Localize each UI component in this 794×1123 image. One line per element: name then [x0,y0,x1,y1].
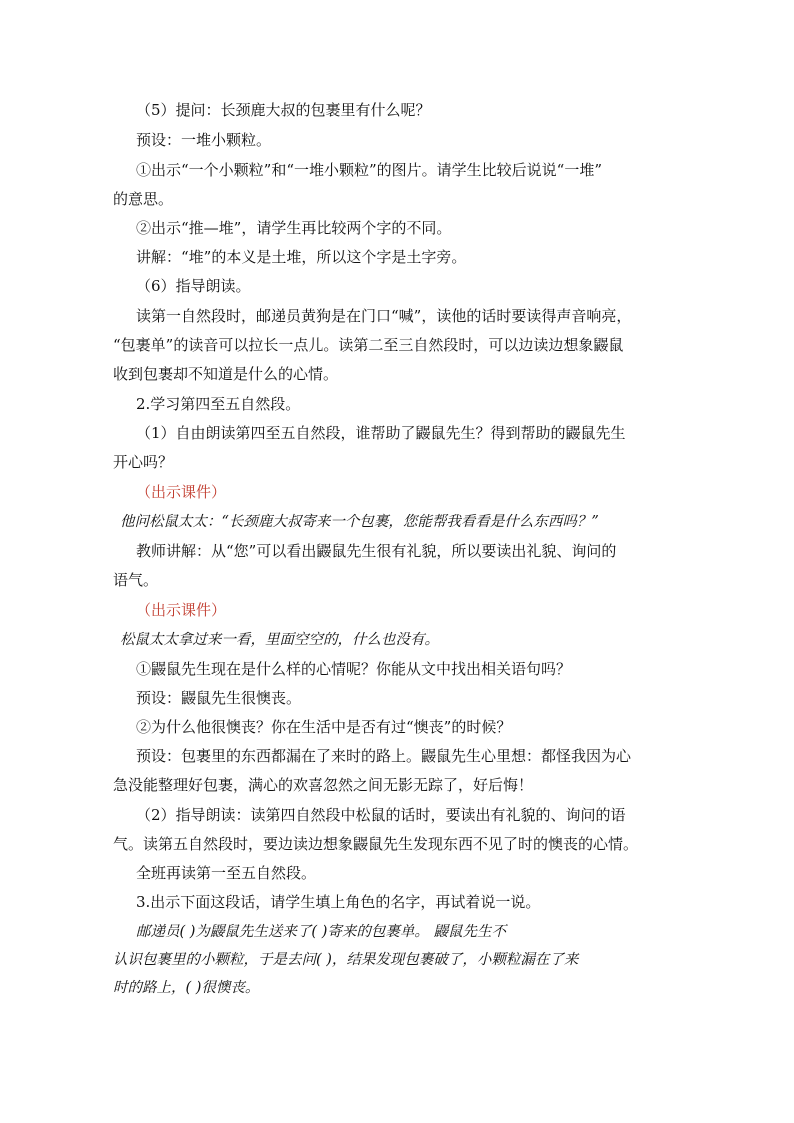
reading-guide-2-cont: 气。读第五自然段时，要边读边想象鼹鼠先生发现东西不见了时的懊丧的心情。 [113,835,639,853]
reading-guide-cont-1: “包裹单”的读音可以拉长一点儿。读第二至三自然段时，可以边读边想象鼹鼠 [113,336,624,354]
section-2-heading: 2.学习第四至五自然段。 [136,395,301,413]
class-reading: 全班再读第一至五自然段。 [136,864,317,882]
mood-question: ①鼹鼠先生现在是什么样的心情呢？你能从文中找出相关语句吗？ [136,660,572,678]
reading-guide-cont-2: 收到包裹却不知道是什么的心情。 [113,365,339,383]
courseware-quote-2: 松鼠太太拿过来一看，里面空空的，什么也没有。 [120,632,439,648]
reading-guide-2: （2）指导朗读：读第四自然段中松鼠的话时，要读出有礼貌的、询问的语 [136,806,626,824]
step-2: ②出示“推—堆”，请学生再比较两个字的不同。 [136,219,452,237]
mood-preset: 预设：鼹鼠先生很懊丧。 [136,689,302,707]
step-1: ①出示“一个小颗粒”和“一堆小颗粒”的图片。请学生比较后说说“一堆” [136,161,603,179]
courseware-label-1: （出示课件） [136,483,227,501]
question-1-cont: 开心吗？ [113,453,174,471]
courseware-label-2: （出示课件） [136,601,227,619]
item-6: （6）指导朗读。 [136,277,251,295]
question-1: （1）自由朗读第四至五自然段，谁帮助了鼹鼠先生？得到帮助的鼹鼠先生 [136,424,626,442]
teacher-explanation: 教师讲解：从“您”可以看出鼹鼠先生很有礼貌，所以要读出礼貌、询问的 [136,542,617,560]
courseware-quote-1: 他问松鼠太太：“长颈鹿大叔寄来一个包裹，您能帮我看看是什么东西吗？” [120,514,599,530]
fill-blank-2: 认识包裹里的小颗粒，于是去问( )，结果发现包裹破了，小颗粒漏在了来 [113,952,579,968]
teacher-explanation-cont: 语气。 [113,571,159,589]
why-preset-cont: 急没能整理好包裹，满心的欢喜忽然之间无影无踪了，好后悔！ [113,776,534,794]
why-question: ②为什么他很懊丧？你在生活中是否有过“懊丧”的时候？ [136,718,512,736]
why-preset: 预设：包裹里的东西都漏在了来时的路上。鼹鼠先生心里想：都怪我因为心 [136,747,632,765]
step-1-cont: 的意思。 [113,190,174,208]
fill-blank-1: 邮递员( )为鼹鼠先生送来了( )寄来的包裹单。 鼹鼠先生不 [136,924,506,940]
explanation: 讲解：“堆”的本义是土堆，所以这个字是土字旁。 [136,248,467,266]
reading-guide: 读第一自然段时，邮递员黄狗是在门口“喊”，读他的话时要读得声音响亮， [136,307,632,325]
preset-answer: 预设：一堆小颗粒。 [136,131,272,149]
question-5: （5）提问：长颈鹿大叔的包裹里有什么呢？ [136,101,431,119]
fill-blank-3: 时的路上，( )很懊丧。 [113,980,260,996]
section-3-heading: 3.出示下面这段话，请学生填上角色的名字，再试着说一说。 [136,893,541,911]
